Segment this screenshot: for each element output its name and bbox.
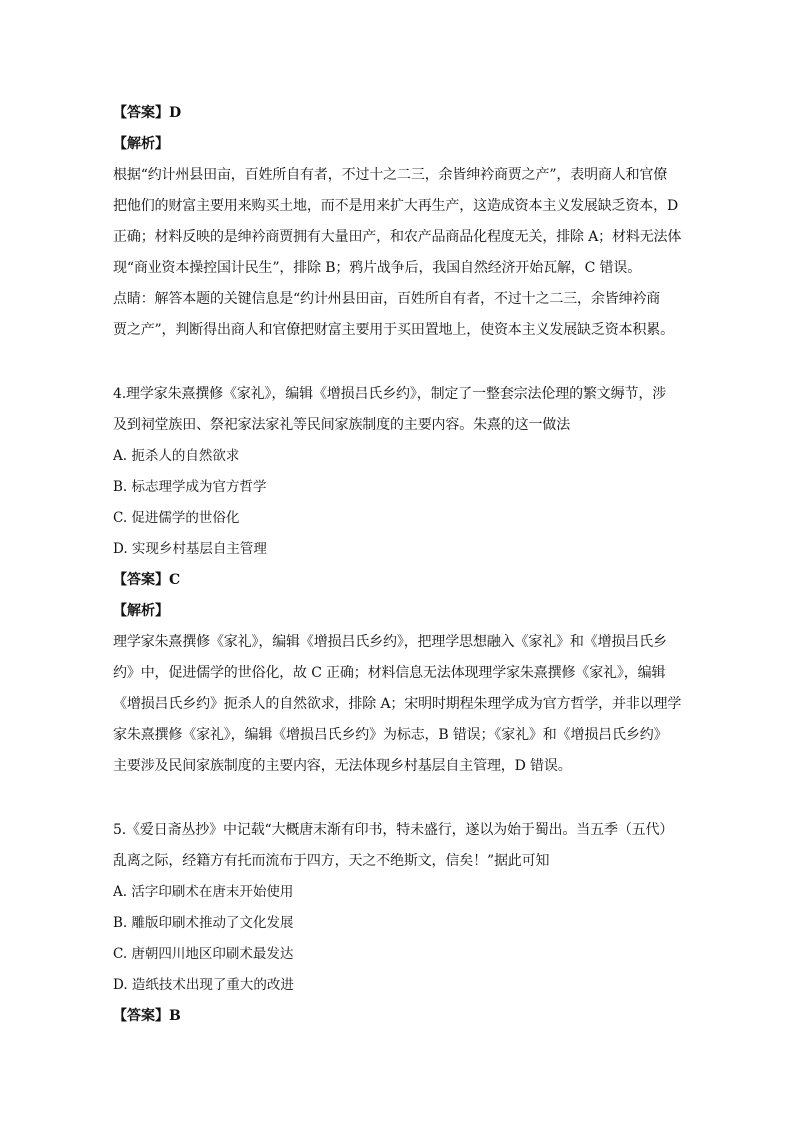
q4-analysis-label: 【解析】 [113, 603, 169, 619]
q3-analysis [113, 160, 685, 346]
q5-option-d: D. 造纸技术出现了重大的改进 [113, 977, 294, 993]
q4-stem-line: 4.理学家朱熹撰修《家礼》，编辑《增损吕氏乡约》，制定了一整套宗法伦理的繁文缛节，涉 [113, 386, 667, 402]
q3-answer-section [113, 98, 685, 346]
q3-tip-line: 贾之产”，判断得出商人和官僚把财富主要用于买田置地上，使资本主义发展缺乏资本积累。 [113, 322, 675, 338]
q3-answer: 【答案】D [113, 105, 182, 121]
q4-analysis-line: 主要涉及民间家族制度的主要内容，无法体现乡村基层自主管理，D 错误。 [113, 758, 572, 774]
q3-analysis-line: 现“商业资本操控国计民生”，排除 B；鸦片战争后，我国自然经济开始瓦解，C 错误。 [113, 260, 642, 276]
q3-analysis-line: 正确；材料反映的是绅衿商贾拥有大量田产，和农产品商品化程度无关，排除 A；材料无法体 [113, 229, 682, 245]
q3-analysis-line: 根据“约计州县田亩，百姓所自有者，不过十之二三，余皆绅衿商贾之产”，表明商人和官僚 [113, 167, 668, 183]
q4-option-c: C. 促进儒学的世俗化 [113, 510, 240, 526]
q4-option-b: B. 标志理学成为官方哲学 [113, 479, 267, 495]
q5-stem-line: 5.《爱日斋丛抄》中记载“大概唐末渐有印书，特未盛行，遂以为始于蜀出。当五季（五代） [113, 822, 674, 838]
q5-stem-line: 乱离之际，经籍方有托而流布于四方，天之不绝斯文，信矣！”据此可知 [113, 853, 550, 869]
q5-answer: 【答案】B [113, 1008, 181, 1024]
q3-analysis-line: 把他们的财富主要用来购买土地，而不是用来扩大再生产，这造成资本主义发展缺乏资本，D [113, 198, 679, 214]
q5-option-c: C. 唐朝四川地区印刷术最发达 [113, 946, 294, 962]
q5-stem [113, 815, 685, 877]
q3-tip-line: 点睛：解答本题的关键信息是“约计州县田亩，百姓所自有者，不过十之二三，余皆绅衿商 [113, 291, 661, 307]
q5-option-b: B. 雕版印刷术推动了文化发展 [113, 915, 294, 931]
q4-analysis-line: 理学家朱熹撰修《家礼》，编辑《增损吕氏乡约》，把理学思想融入《家礼》和《增损吕氏乡 [113, 634, 667, 650]
q3-analysis-label: 【解析】 [113, 136, 169, 152]
q4-stem [113, 379, 685, 441]
q4-analysis-line: 家朱熹撰修《家礼》，编辑《增损吕氏乡约》为标志，B 错误；《家礼》和《增损吕氏乡约》 [113, 727, 668, 743]
q4-answer: 【答案】C [113, 572, 181, 588]
q5-option-a: A. 活字印刷术在唐末开始使用 [113, 884, 294, 900]
q4-analysis [113, 627, 685, 782]
q4-stem-line: 及到祠堂族田、祭祀家法家礼等民间家族制度的主要内容。朱熹的这一做法 [113, 417, 571, 433]
q4-analysis-line: 约》中，促进儒学的世俗化，故 C 正确；材料信息无法体现理学家朱熹撰修《家礼》，编辑 [113, 665, 666, 681]
q4-section [113, 379, 685, 782]
q4-option-d: D. 实现乡村基层自主管理 [113, 541, 267, 557]
q4-option-a: A. 扼杀人的自然欲求 [113, 448, 240, 464]
q5-section [113, 815, 685, 1032]
q4-analysis-line: 《增损吕氏乡约》扼杀人的自然欲求，排除 A；宋明时期程朱理学成为官方哲学，并非以理学 [113, 696, 682, 712]
